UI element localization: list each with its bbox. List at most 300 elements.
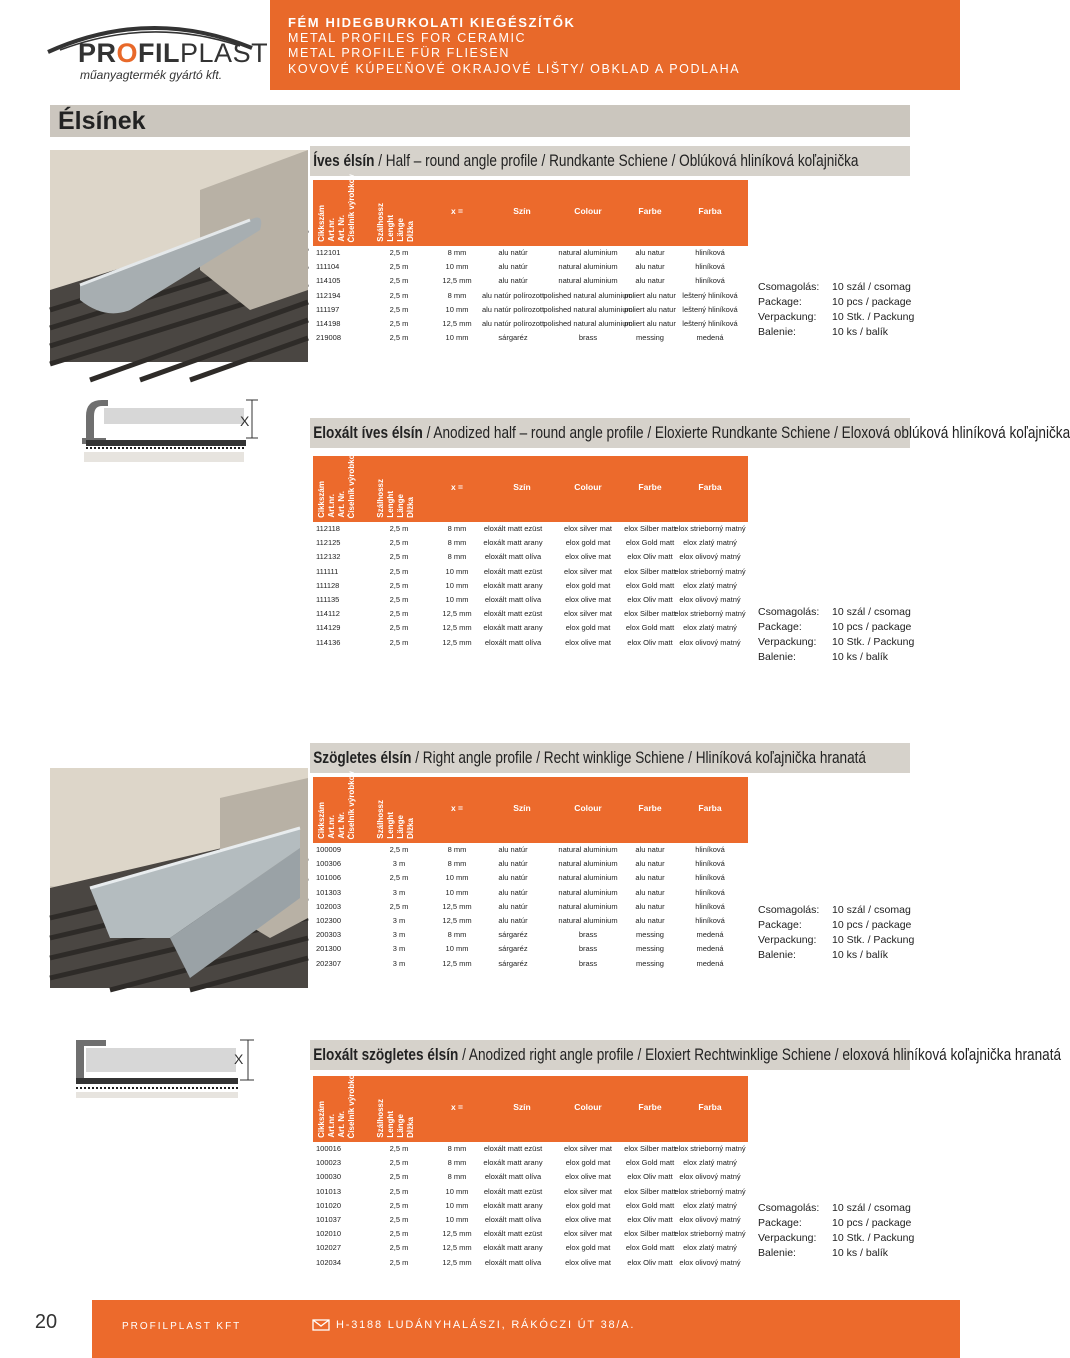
packaging-label: Csomagolás: xyxy=(758,281,820,293)
table-cell: elox Silber matt xyxy=(624,1186,676,1196)
table-cell: 12,5 mm xyxy=(442,1257,472,1267)
packaging-value: 10 pcs / package xyxy=(832,296,912,308)
table-cell: 12,5 mm xyxy=(442,637,472,647)
table-cell: alu natur xyxy=(635,901,665,911)
profile-diagram-half-round xyxy=(72,394,262,478)
table-cell: hliníková xyxy=(695,845,725,854)
table-cell: 2,5 m xyxy=(389,304,409,314)
table-cell: 2,5 m xyxy=(389,1229,409,1239)
table-cell: alu natur xyxy=(635,915,665,925)
table-cell: alu natur xyxy=(635,845,665,854)
table-cell: alu natúr xyxy=(498,873,528,883)
packaging-value: 10 pcs / package xyxy=(832,621,912,633)
table-cell: elox zlatý matný xyxy=(683,538,737,548)
table-cell: 3 m xyxy=(392,915,406,925)
table-cell: 100009 xyxy=(316,845,342,854)
envelope-icon xyxy=(312,1318,332,1332)
product-photo-half-round xyxy=(50,150,308,362)
table-cell: natural aluminium xyxy=(558,262,618,272)
col-artnr-label: Číselník výrobkov xyxy=(347,173,356,242)
col-artnr-label: Cikkszám xyxy=(317,1101,326,1138)
table-cell: 2,5 m xyxy=(389,1214,409,1224)
table-cell: elox strieborný matný xyxy=(674,1229,746,1239)
table-cell: 8 mm xyxy=(447,845,467,854)
table-row xyxy=(313,303,748,317)
table-cell: 8 mm xyxy=(447,538,467,548)
table-cell: 3 m xyxy=(392,887,406,897)
packaging-value: 10 pcs / package xyxy=(832,1217,912,1229)
table-row xyxy=(313,843,748,857)
table-cell: elox Gold matt xyxy=(625,1158,675,1168)
packaging-row xyxy=(758,1246,908,1261)
table-cell: elox strieborný matný xyxy=(674,609,746,619)
table-cell: elox olivový matný xyxy=(679,1257,741,1267)
table-cell: 8 mm xyxy=(447,859,467,869)
table-cell: 8 mm xyxy=(447,290,467,300)
table-cell: 101303 xyxy=(316,887,342,897)
table-cell: 102027 xyxy=(316,1243,342,1253)
table-header xyxy=(313,1069,748,1142)
packaging-label: Balenie: xyxy=(758,949,796,961)
col-artnr-label: Číselník výrobkov xyxy=(347,449,356,518)
col-header-label: Szín xyxy=(513,1102,531,1112)
table-cell: leštený hliníková xyxy=(682,304,738,314)
table-cell: brass xyxy=(578,333,598,343)
table-cell: 100016 xyxy=(316,1144,342,1153)
table-row xyxy=(313,1142,748,1156)
table-cell: elox olive mat xyxy=(565,637,611,647)
col-header-label: Farba xyxy=(698,1102,722,1112)
table-row xyxy=(313,1199,748,1213)
table-cell: elox strieborný matný xyxy=(674,1186,746,1196)
table-cell: hliníková xyxy=(695,873,725,883)
table-cell: 2,5 m xyxy=(389,333,409,343)
col-artnr-label: Art.nr. xyxy=(327,494,336,518)
col-header-label: Farbe xyxy=(638,1102,662,1112)
header-line-sk: KOVOVÉ KÚPEĽŇOVÉ OKRAJOVÉ LIŠTY/ OBKLAD A PODLAHA xyxy=(288,61,741,76)
table-cell: natural aluminium xyxy=(558,276,618,286)
table-cell: 2,5 m xyxy=(389,276,409,286)
table-cell: 12,5 mm xyxy=(442,623,472,633)
table-cell: elox Oliv matt xyxy=(627,594,673,604)
packaging-value: 10 Stk. / Packung xyxy=(832,311,915,323)
table-cell: 2,5 m xyxy=(389,1172,409,1182)
packaging-value: 10 ks / balík xyxy=(832,326,889,338)
table-cell: elox silver mat xyxy=(564,609,612,619)
col-header-label: Colour xyxy=(574,803,602,813)
table-cell: 2,5 m xyxy=(389,1186,409,1196)
product-table-half-round xyxy=(313,173,748,345)
table-cell: alu natur xyxy=(635,887,665,897)
table-cell: leštený hliníková xyxy=(682,290,738,300)
table-cell: 10 mm xyxy=(445,944,469,954)
table-cell: leštený hliníková xyxy=(682,318,738,328)
table-cell: 8 mm xyxy=(447,1144,467,1153)
table-cell: elox gold mat xyxy=(565,1200,611,1210)
dimension-x-label: X xyxy=(240,413,250,429)
packaging-label: Csomagolás: xyxy=(758,606,820,618)
table-cell: 100023 xyxy=(316,1158,342,1168)
col-length-label: Dĺžka xyxy=(406,497,415,518)
table-cell: eloxált matt ezüst xyxy=(483,1186,543,1196)
table-row xyxy=(313,957,748,971)
col-header-label: Farba xyxy=(698,482,722,492)
col-length-label: Szálhossz xyxy=(376,479,385,518)
col-header-label: x = xyxy=(450,803,464,813)
table-cell: 112125 xyxy=(316,538,341,548)
table-cell: elox Oliv matt xyxy=(627,1172,673,1182)
table-cell: 10 mm xyxy=(445,1186,469,1196)
table-cell: alu natur xyxy=(635,248,665,257)
packaging-row xyxy=(758,918,912,933)
packaging-label: Csomagolás: xyxy=(758,904,820,916)
packaging-row xyxy=(758,280,911,295)
table-cell: elox strieborný matný xyxy=(674,524,746,533)
table-cell: medená xyxy=(696,333,724,343)
packaging-label: Verpackung: xyxy=(758,934,817,946)
table-cell: 2,5 m xyxy=(389,262,409,272)
table-cell: 2,5 m xyxy=(389,1158,409,1168)
table-cell: 10 mm xyxy=(445,580,469,590)
table-cell: elox olive mat xyxy=(565,1257,611,1267)
packaging-row xyxy=(758,620,912,635)
table-cell: elox zlatý matný xyxy=(683,1200,737,1210)
table-cell: elox olive mat xyxy=(565,1172,611,1182)
table-cell: 111128 xyxy=(316,580,340,590)
profile-diagram-right-angle xyxy=(72,1036,262,1100)
table-cell: 10 mm xyxy=(445,1200,469,1210)
table-cell: alu natúr xyxy=(498,262,528,272)
header-line-hu: FÉM HIDEGBURKOLATI KIEGÉSZÍTŐK xyxy=(288,15,576,30)
table-cell: elox olivový matný xyxy=(679,552,741,562)
section-title-anodized-half-round: Eloxált íves élsín / Anodized half – round angle profile / Eloxierte Rundkante Schiene / Eloxová oblúková hliníková koľajnička xyxy=(310,418,910,448)
table-cell: elox gold mat xyxy=(565,1243,611,1253)
table-cell: polished natural aluminium xyxy=(543,290,633,300)
table-cell: brass xyxy=(578,958,598,968)
packaging-value: 10 Stk. / Packung xyxy=(832,1232,915,1244)
col-length-label: Länge xyxy=(396,494,405,518)
col-length-label: Szálhossz xyxy=(376,800,385,839)
col-length-label: Dĺžka xyxy=(406,1117,415,1138)
table-cell: 112118 xyxy=(316,524,340,533)
table-cell: natural aluminium xyxy=(558,845,618,854)
table-cell: 10 mm xyxy=(445,566,469,576)
table-cell: 3 m xyxy=(392,944,406,954)
product-table-anodized-right-angle xyxy=(313,1069,748,1270)
company-logo xyxy=(40,8,269,88)
table-cell: 102034 xyxy=(316,1257,342,1267)
col-header-label: Szín xyxy=(513,206,531,216)
col-length-label: Lenght xyxy=(386,812,395,839)
col-artnr-label: Číselník výrobkov xyxy=(347,1069,356,1138)
table-cell: elox Oliv matt xyxy=(627,1257,673,1267)
table-cell: 102010 xyxy=(316,1229,342,1239)
table-cell: elox Gold matt xyxy=(625,1200,675,1210)
table-cell: elox silver mat xyxy=(564,1186,612,1196)
table-cell: 2,5 m xyxy=(389,318,409,328)
table-cell: 102300 xyxy=(316,915,342,925)
table-body xyxy=(313,1142,748,1270)
table-cell: sárgaréz xyxy=(498,944,528,954)
product-photo-right-angle xyxy=(50,768,308,988)
packaging-row xyxy=(758,1216,912,1231)
packaging-label: Package: xyxy=(758,919,802,931)
packaging-row xyxy=(758,295,912,310)
table-cell: elox olivový matný xyxy=(679,594,741,604)
table-cell: elox Gold matt xyxy=(625,580,675,590)
col-length-label: Lenght xyxy=(386,491,395,518)
table-cell: elox olivový matný xyxy=(679,637,741,647)
packaging-label: Package: xyxy=(758,621,802,633)
packaging-value: 10 szál / csomag xyxy=(832,1202,911,1214)
table-cell: 2,5 m xyxy=(389,901,409,911)
section-title-half-round: Íves élsín / Half – round angle profile / Rundkante Schiene / Oblúková hliníková koľajnička xyxy=(310,146,910,176)
packaging-row xyxy=(758,605,911,620)
table-cell: eloxált matt olíva xyxy=(484,637,542,647)
table-cell: 101006 xyxy=(316,873,342,883)
packaging-label: Balenie: xyxy=(758,326,796,338)
table-cell: alu natúr polírozott xyxy=(481,290,545,300)
col-length-label: Szálhossz xyxy=(376,1099,385,1138)
col-artnr-label: Art.nr. xyxy=(327,815,336,839)
table-cell: hliníková xyxy=(695,262,725,272)
table-cell: 10 mm xyxy=(445,304,469,314)
table-cell: elox zlatý matný xyxy=(683,1243,737,1253)
table-cell: 12,5 mm xyxy=(442,915,472,925)
table-cell: 8 mm xyxy=(447,552,467,562)
table-cell: eloxált matt arany xyxy=(483,1158,543,1168)
col-header-label: Farbe xyxy=(638,206,662,216)
category-bar xyxy=(50,105,910,137)
table-cell: alu natúr polírozott xyxy=(481,318,545,328)
table-body xyxy=(313,522,748,650)
table-cell: alu natur xyxy=(635,873,665,883)
table-cell: 10 mm xyxy=(445,333,469,343)
table-cell: poliert alu natur xyxy=(624,318,676,328)
table-cell: sárgaréz xyxy=(498,930,528,940)
table-cell: 2,5 m xyxy=(389,248,409,257)
packaging-row xyxy=(758,650,908,665)
table-cell: elox zlatý matný xyxy=(683,1158,737,1168)
table-cell: medená xyxy=(696,944,724,954)
packaging-value: 10 pcs / package xyxy=(832,919,912,931)
table-cell: elox strieborný matný xyxy=(674,1144,746,1153)
table-cell: 111135 xyxy=(316,594,340,604)
table-cell: medená xyxy=(696,930,724,940)
table-cell: natural aluminium xyxy=(558,915,618,925)
table-header xyxy=(313,770,748,843)
table-cell: 200303 xyxy=(316,930,342,940)
product-table-anodized-half-round xyxy=(313,449,748,650)
table-cell: 114129 xyxy=(316,623,341,633)
col-header-label: Colour xyxy=(574,1102,602,1112)
table-cell: hliníková xyxy=(695,915,725,925)
dimension-x-label-2: X xyxy=(234,1051,244,1067)
packaging-row xyxy=(758,325,908,340)
table-cell: 114198 xyxy=(316,318,341,328)
table-row xyxy=(313,317,748,331)
packaging-row xyxy=(758,1201,911,1216)
table-cell: 10 mm xyxy=(445,873,469,883)
table-cell: elox gold mat xyxy=(565,1158,611,1168)
table-cell: 10 mm xyxy=(445,594,469,604)
col-header-label: x = xyxy=(450,206,464,216)
table-cell: 12,5 mm xyxy=(442,276,472,286)
col-length-label: Dĺžka xyxy=(406,818,415,839)
table-cell: hliníková xyxy=(695,276,725,286)
table-cell: 2,5 m xyxy=(389,290,409,300)
packaging-value: 10 ks / balík xyxy=(832,651,889,663)
table-cell: alu natúr xyxy=(498,887,528,897)
table-cell: eloxált matt ezüst xyxy=(483,566,543,576)
table-cell: 101037 xyxy=(316,1214,342,1224)
table-row xyxy=(313,928,748,942)
table-cell: alu natúr xyxy=(498,859,528,869)
table-row xyxy=(313,871,748,885)
table-row xyxy=(313,1256,748,1270)
col-length-label: Lenght xyxy=(386,1111,395,1138)
col-artnr-label: Číselník výrobkov xyxy=(347,770,356,839)
table-cell: 2,5 m xyxy=(389,1257,409,1267)
table-cell: alu natur xyxy=(635,859,665,869)
table-cell: 114136 xyxy=(316,637,341,647)
table-cell: 114112 xyxy=(316,609,340,619)
table-row xyxy=(313,331,748,345)
table-cell: elox zlatý matný xyxy=(683,580,737,590)
table-cell: elox olivový matný xyxy=(679,1214,741,1224)
col-artnr-label: Cikkszám xyxy=(317,205,326,242)
packaging-value: 10 Stk. / Packung xyxy=(832,934,915,946)
table-cell: eloxált matt olíva xyxy=(484,1257,542,1267)
table-cell: 111104 xyxy=(316,262,340,272)
table-cell: natural aluminium xyxy=(558,248,618,257)
packaging-info-right-angle xyxy=(758,903,915,963)
table-cell: 2,5 m xyxy=(389,637,409,647)
table-cell: 201300 xyxy=(316,944,342,954)
table-cell: elox silver mat xyxy=(564,1229,612,1239)
table-cell: eloxált matt olíva xyxy=(484,552,542,562)
col-artnr-label: Cikkszám xyxy=(317,481,326,518)
logo-wordmark: PROFILPLAST xyxy=(78,38,269,68)
col-length-label: Länge xyxy=(396,218,405,242)
table-row xyxy=(313,565,748,579)
table-cell: eloxált matt arany xyxy=(483,538,543,548)
col-header-label: Szín xyxy=(513,482,531,492)
table-cell: elox Oliv matt xyxy=(627,637,673,647)
packaging-label: Balenie: xyxy=(758,1247,796,1259)
section-title-anodized-right-angle: Eloxált szögletes élsín / Anodized right angle profile / Eloxiert Rechtwinklige Schiene / eloxová hliníková koľajnička hranatá xyxy=(310,1040,910,1070)
table-row xyxy=(313,1185,748,1199)
packaging-label: Balenie: xyxy=(758,651,796,663)
table-cell: 12,5 mm xyxy=(442,901,472,911)
table-row xyxy=(313,886,748,900)
table-cell: elox Silber matt xyxy=(624,1229,676,1239)
table-row xyxy=(313,1241,748,1255)
table-cell: 219008 xyxy=(316,333,342,343)
col-header-label: Farba xyxy=(698,803,722,813)
table-header xyxy=(313,173,748,246)
packaging-value: 10 ks / balík xyxy=(832,949,889,961)
table-row xyxy=(313,1156,748,1170)
table-row xyxy=(313,289,748,303)
section-title-right-angle: Szögletes élsín / Right angle profile / Recht winklige Schiene / Hliníková koľajnička hranatá xyxy=(310,743,910,773)
table-cell: 100306 xyxy=(316,859,342,869)
table-cell: 12,5 mm xyxy=(442,318,472,328)
table-cell: sárgaréz xyxy=(498,333,528,343)
packaging-label: Verpackung: xyxy=(758,636,817,648)
table-row xyxy=(313,536,748,550)
col-artnr-label: Art.nr. xyxy=(327,1114,336,1138)
table-row xyxy=(313,260,748,274)
table-cell: brass xyxy=(578,930,598,940)
table-cell: eloxált matt olíva xyxy=(484,1214,542,1224)
packaging-value: 10 szál / csomag xyxy=(832,281,911,293)
table-row xyxy=(313,593,748,607)
table-cell: messing xyxy=(636,944,664,954)
table-cell: elox Gold matt xyxy=(625,538,675,548)
table-cell: 2,5 m xyxy=(389,1144,409,1153)
table-row xyxy=(313,621,748,635)
table-cell: 202307 xyxy=(316,958,342,968)
table-cell: 8 mm xyxy=(447,248,467,257)
table-row xyxy=(313,900,748,914)
packaging-row xyxy=(758,933,915,948)
table-cell: natural aluminium xyxy=(558,859,618,869)
packaging-row xyxy=(758,903,911,918)
table-cell: 2,5 m xyxy=(389,580,409,590)
table-cell: medená xyxy=(696,958,724,968)
table-cell: messing xyxy=(636,333,664,343)
table-cell: 2,5 m xyxy=(389,594,409,604)
col-header-label: Szín xyxy=(513,803,531,813)
table-cell: alu natúr polírozott xyxy=(481,304,545,314)
table-row xyxy=(313,1227,748,1241)
table-cell: 3 m xyxy=(392,859,406,869)
footer-address: H-3188 LUDÁNYHALÁSZI, RÁKÓCZI ÚT 38/A. xyxy=(336,1319,636,1331)
table-cell: 10 mm xyxy=(445,262,469,272)
table-cell: elox Oliv matt xyxy=(627,552,673,562)
table-cell: elox Gold matt xyxy=(625,1243,675,1253)
table-cell: hliníková xyxy=(695,887,725,897)
table-cell: sárgaréz xyxy=(498,958,528,968)
table-cell: eloxált matt olíva xyxy=(484,594,542,604)
packaging-value: 10 ks / balík xyxy=(832,1247,889,1259)
table-cell: alu natur xyxy=(635,276,665,286)
table-cell: alu natúr xyxy=(498,845,528,854)
table-cell: elox silver mat xyxy=(564,566,612,576)
col-length-label: Länge xyxy=(396,815,405,839)
table-row xyxy=(313,857,748,871)
table-cell: 3 m xyxy=(392,958,406,968)
table-cell: poliert alu natur xyxy=(624,290,676,300)
table-cell: 100030 xyxy=(316,1172,342,1182)
table-cell: elox Silber matt xyxy=(624,609,676,619)
col-artnr-label: Art.nr. xyxy=(327,218,336,242)
table-cell: messing xyxy=(636,930,664,940)
table-body xyxy=(313,843,748,971)
table-cell: natural aluminium xyxy=(558,873,618,883)
packaging-row xyxy=(758,635,915,650)
table-cell: 112101 xyxy=(316,248,341,257)
table-cell: 3 m xyxy=(392,930,406,940)
col-artnr-label: Cikkszám xyxy=(317,802,326,839)
table-cell: eloxált matt ezüst xyxy=(483,609,543,619)
packaging-label: Package: xyxy=(758,1217,802,1229)
table-row xyxy=(313,246,748,260)
col-header-label: Farbe xyxy=(638,482,662,492)
table-row xyxy=(313,522,748,536)
table-cell: 2,5 m xyxy=(389,623,409,633)
